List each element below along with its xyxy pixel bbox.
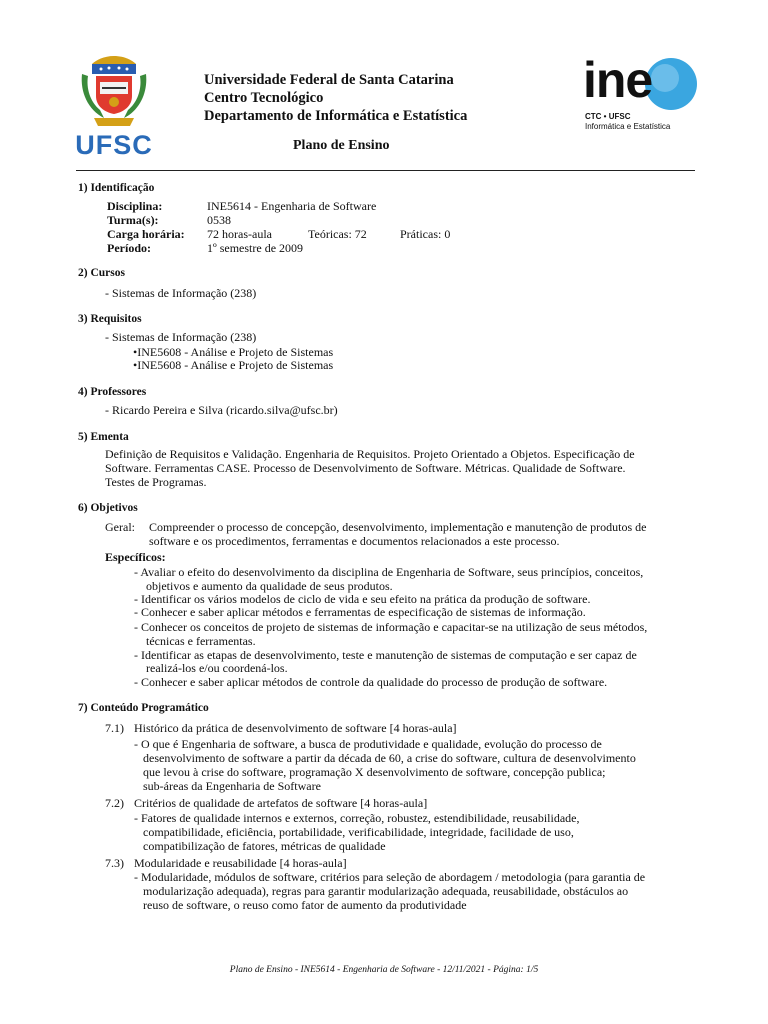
ine-logo-sub2: Informática e Estatística [585, 122, 671, 131]
especifico-item: - Identificar as etapas de desenvolvimento, teste e manutenção de sistemas de computação e ser capaz de [134, 648, 637, 662]
topic-line: compatibilidade, eficiência, portabilidade, verificabilidade, integridade, facilidade de uso, [143, 825, 574, 839]
periodo-label: Período: [107, 241, 151, 255]
university-name: Universidade Federal de Santa Catarina [204, 72, 454, 88]
turma-label: Turma(s): [107, 213, 159, 227]
especifico-item-cont: técnicas e ferramentas. [146, 634, 256, 648]
carga-value: 72 horas-aula [207, 227, 272, 241]
geral-line: software e os procedimentos, ferramentas e documentos relacionados a este processo. [149, 534, 560, 548]
disciplina-label: Disciplina: [107, 199, 163, 213]
teoricas-value: Teóricas: 72 [308, 227, 367, 241]
topic-line: compatibilização de fatores, métricas de qualidade [143, 839, 386, 853]
especifico-item-cont: realizá-los e/ou coordená-los. [146, 661, 288, 675]
curso-item: - Sistemas de Informação (238) [105, 286, 256, 300]
section-objetivos-title: 6) Objetivos [78, 502, 138, 514]
geral-label: Geral: [105, 520, 135, 534]
center-name: Centro Tecnológico [204, 90, 324, 106]
section-requisitos-title: 3) Requisitos [78, 313, 142, 325]
topic-line: - O que é Engenharia de software, a busca de produtividade e qualidade, evolução do processo de [134, 737, 602, 751]
ementa-line: Definição de Requisitos e Validação. Engenharia de Requisitos. Projeto Orientado a Objetos. Especificação de [105, 447, 635, 461]
ine-logo [583, 52, 701, 136]
professor-item: - Ricardo Pereira e Silva (ricardo.silva@ufsc.br) [105, 403, 338, 417]
ufsc-logo-text: UFSC [75, 130, 153, 160]
ine-logo-sub1: CTC • UFSC [585, 112, 631, 121]
especifico-item: - Identificar os vários modelos de ciclo de vida e seu efeito na prática da produção de software. [134, 592, 590, 606]
turma-value: 0538 [207, 213, 231, 227]
topic-line: sub-áreas da Engenharia de Software [143, 779, 321, 793]
section-conteudo-title: 7) Conteúdo Programático [78, 702, 209, 714]
geral-line: Compreender o processo de concepção, desenvolvimento, implementação e manutenção de produtos de [149, 520, 647, 534]
carga-label: Carga horária: [107, 227, 185, 241]
periodo-value: 1º semestre de 2009 [207, 241, 304, 255]
topic-number: 7.2) [105, 796, 124, 810]
topic-line: desenvolvimento de software a partir da década de 60, a crise do software, cultura de desenvolvimento [143, 751, 636, 765]
praticas-value: Práticas: 0 [400, 227, 451, 241]
topic-line: modularização adequada), regras para garantir modularização adequada, reusabilidade, obstáculos ao [143, 884, 629, 898]
ufsc-crest-icon [74, 52, 154, 130]
especifico-item-cont: objetivos e aumento da qualidade de seus produtos. [146, 579, 393, 593]
topic-number: 7.1) [105, 721, 124, 735]
topic-line: - Modularidade, módulos de software, critérios para seleção de abordagem / metodologia (para garantia de [134, 870, 645, 884]
topic-line: que levou à crise do software, programação X desenvolvimento de software, concepção publica; [143, 765, 606, 779]
topic-line: reuso de software, o reuso como fator de aumento da produtividade [143, 898, 467, 912]
section-professores-title: 4) Professores [78, 386, 147, 398]
especifico-item: - Avaliar o efeito do desenvolvimento da disciplina de Engenharia de Software, seus princípios, conceitos, [134, 565, 643, 579]
especifico-item: - Conhecer e saber aplicar métodos e ferramentas de especificação de sistemas de informação. [134, 605, 586, 619]
page-title: Plano de Ensino [293, 138, 390, 153]
ufsc-logo [74, 52, 154, 162]
requisito-item: • INE5608 - Análise e Projeto de Sistemas [133, 358, 333, 372]
department-name: Departamento de Informática e Estatística [204, 108, 468, 124]
ementa-line: Testes de Programas. [105, 475, 207, 489]
requisito-item: • INE5608 - Análise e Projeto de Sistemas [133, 345, 333, 359]
especifico-item: - Conhecer e saber aplicar métodos de controle da qualidade do processo de produção de software. [134, 675, 607, 689]
page-footer: Plano de Ensino - INE5614 - Engenharia de Software - 12/11/2021 - Página: 1/5 [229, 965, 539, 975]
topic-heading: Histórico da prática de desenvolvimento de software [4 horas-aula] [134, 721, 457, 735]
ine-logo-text: ine [583, 52, 653, 108]
especifico-item: - Conhecer os conceitos de projeto de sistemas de informação e capacitar-se na utilização de seus métodos, [134, 620, 647, 634]
section-cursos-title: 2) Cursos [78, 267, 125, 279]
header-divider [76, 170, 695, 171]
requisito-curso: - Sistemas de Informação (238) [105, 330, 256, 344]
topic-heading: Critérios de qualidade de artefatos de software [4 horas-aula] [134, 796, 428, 810]
topic-number: 7.3) [105, 856, 124, 870]
especificos-label: Específicos: [105, 550, 166, 564]
section-ementa-title: 5) Ementa [78, 431, 129, 443]
disciplina-value: INE5614 - Engenharia de Software [207, 199, 377, 213]
topic-heading: Modularidade e reusabilidade [4 horas-aula] [134, 856, 347, 870]
ementa-line: Software. Ferramentas CASE. Processo de Desenvolvimento de Software. Métricas. Qualidade de Software. [105, 461, 626, 475]
section-identificacao-title: 1) Identificação [78, 182, 155, 194]
topic-line: - Fatores de qualidade internos e externos, correção, robustez, estendibilidade, reusabilidade, [134, 811, 580, 825]
